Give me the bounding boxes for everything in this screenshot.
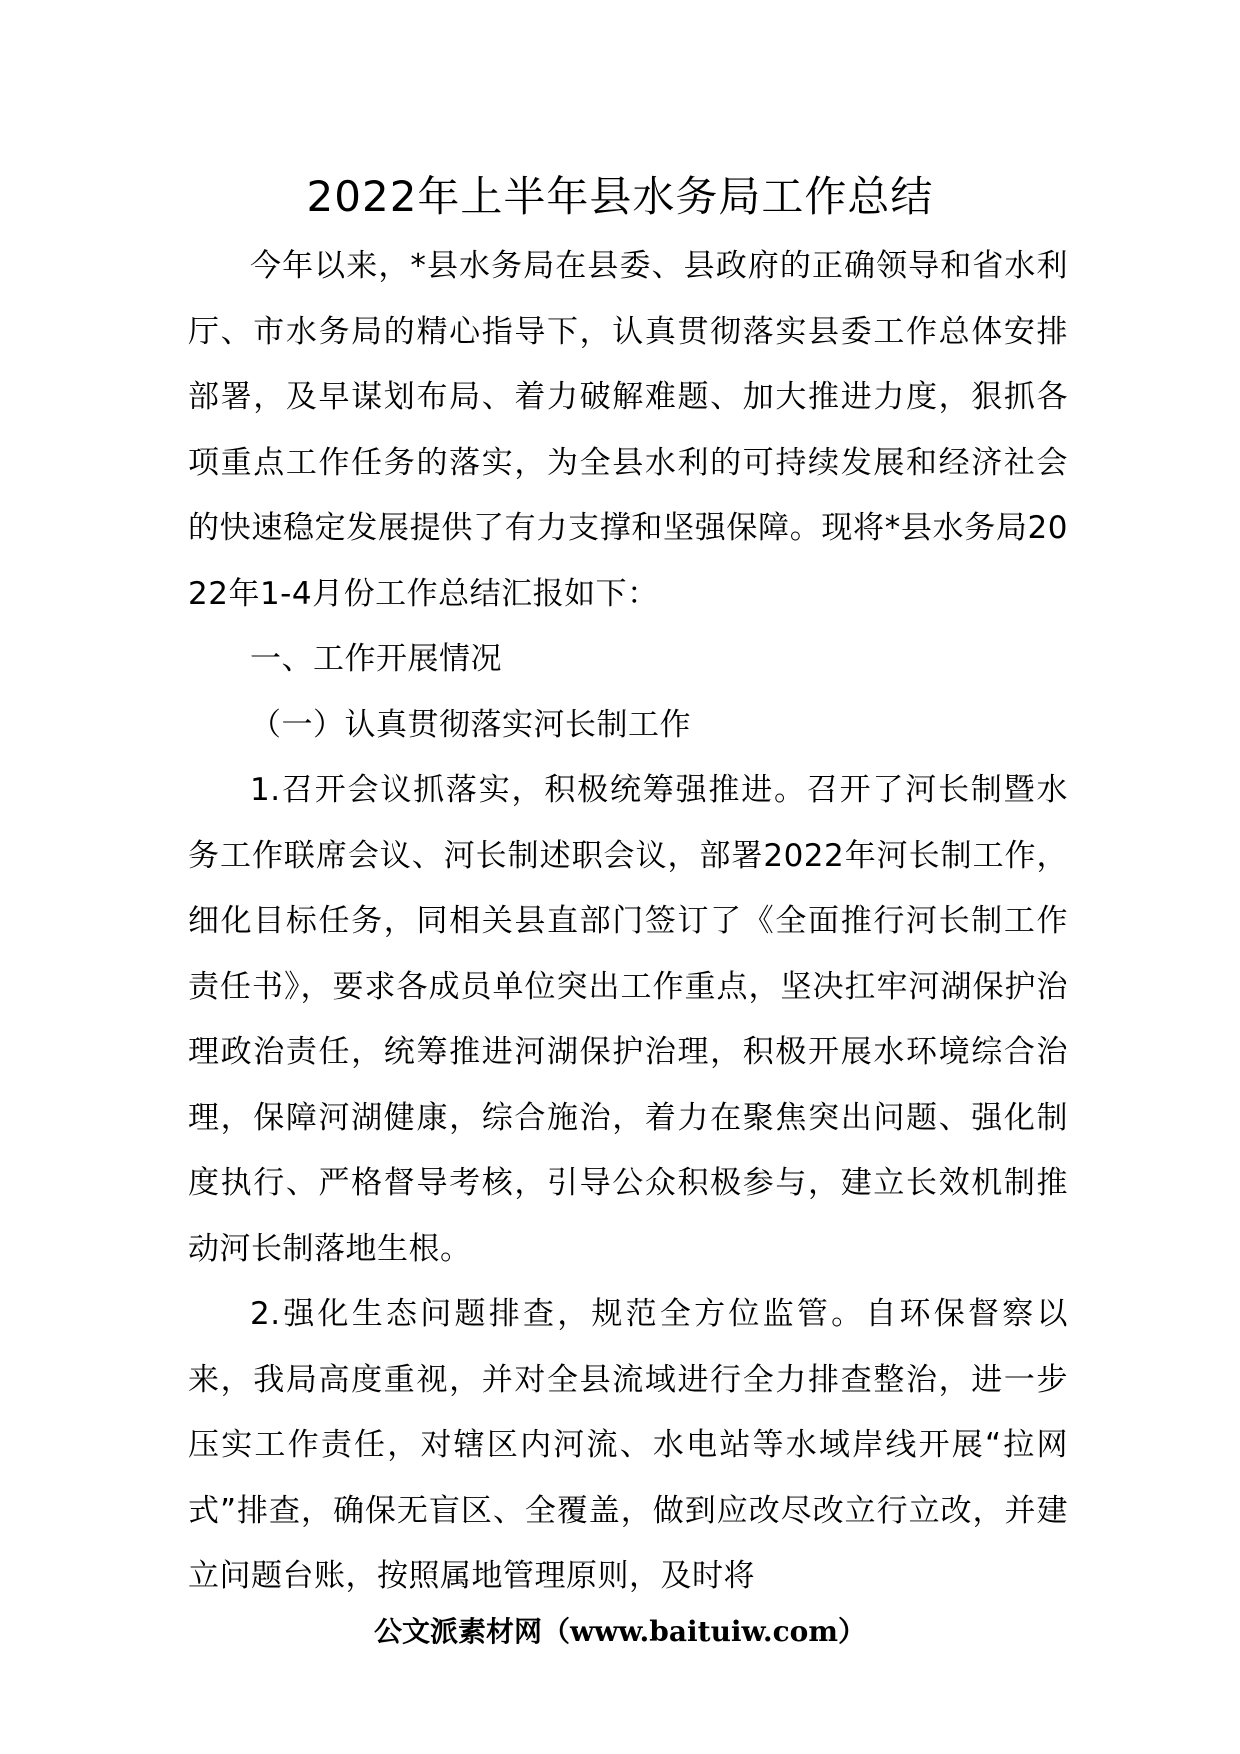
- document-body: [188, 234, 1068, 1610]
- subsection-heading: （一）认真贯彻落实河长制工作: [250, 706, 691, 743]
- paragraph-intro: 今年以来，*县水务局在县委、县政府的正确领导和省水利厅、市水务局的精心指导下，认真贯彻落实县委工作总体安排部署，及早谋划布局、着力破解难题、加大推进力度，狠抓各项重点工作任务的落实，为全县水利的可持续发展和经济社会的快速稳定发展提供了有力支撑和坚强保障。现将*县水务局2022年1-4月份工作总结汇报如下：: [188, 248, 1068, 612]
- footer-watermark: 公文派素材网（www.baituiw.com）: [374, 1615, 866, 1648]
- paragraph-item-1: 1.召开会议抓落实，积极统筹强推进。召开了河长制暨水务工作联席会议、河长制述职会议，部署2022年河长制工作，细化目标任务，同相关县直部门签订了《全面推行河长制工作责任书》，要求各成员单位突出工作重点，坚决扛牢河湖保护治理政治责任，统筹推进河湖保护治理，积极开展水环境综合治理，保障河湖健康，综合施治，着力在聚焦突出问题、强化制度执行、严格督导考核，引导公众积极参与，建立长效机制推动河长制落地生根。: [188, 772, 1068, 1267]
- document-title: 2022年上半年县水务局工作总结: [306, 172, 934, 221]
- paragraph-item-2: 2.强化生态问题排查，规范全方位监管。自环保督察以来，我局高度重视，并对全县流域进行全力排查整治，进一步压实工作责任，对辖区内河流、水电站等水域岸线开展“拉网式”排查，确保无盲区、全覆盖，做到应改尽改立行立改，并建立问题台账，按照属地管理原则，及时将: [188, 1296, 1068, 1594]
- section-heading: 一、工作开展情况: [250, 641, 502, 677]
